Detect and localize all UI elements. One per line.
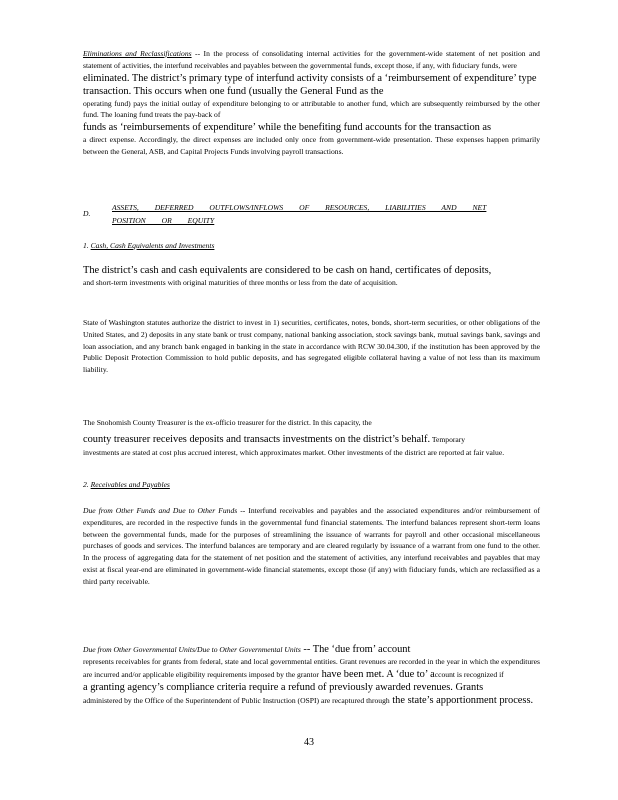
subsection-title: Cash, Cash Equivalents and Investments [90, 241, 215, 250]
cash-paragraph [83, 264, 540, 289]
eliminations-text-5: a direct expense. Accordingly, the direct expenses are included only once from government-wide presentation. These expenses happen primarily between the General, ASB, and Capital Projects Funds involving payroll transactions. [83, 135, 540, 156]
page-number: 43 [304, 737, 314, 748]
county-text-1: The Snohomish County Treasurer is the ex-officio treasurer for the district. In this capacity, the [83, 418, 372, 427]
due-from-govt-text-3: administered by the Office of the Superintendent of Public Instruction (OSPI) are recaptured through [83, 696, 390, 706]
due-from-funds-text: -- Interfund receivables and payables and the associated expenditures and/or reimbursement of expenditures, are recorded in the respective funds in the governmental fund financial statements. The interfund balances represent short-term loans between the governmental funds, made for the purposes of streamlining the issuance of warrants for payroll and other occasional miscellaneous purchases of goods and services. The interfund balances are temporary and are cleared regularly by issuance of a warrant from one fund to the other. In the process of aggregating data for the statement of net position and the statement of activities, any interfund receivables and payables that may exist at fiscal year-end are eliminated in government-wide financial statements, except those (if any) with fiduciary funds, which are reclassified as a third party receivable. [83, 506, 540, 586]
section-letter: D. [83, 209, 91, 218]
eliminations-text-4: funds as ‘reimbursements of expenditure’ while the benefiting fund accounts for the transaction as [83, 122, 492, 134]
county-treasurer-paragraph [83, 417, 540, 459]
cash-text-big: The district’s cash and cash equivalents are considered to be cash on hand, certificates of deposits, [83, 265, 492, 276]
due-from-funds-paragraph [83, 505, 540, 588]
eliminations-heading: Eliminations and Reclassifications [83, 49, 192, 58]
due-from-funds-heading: Due from Other Funds and Due to Other Funds [83, 506, 238, 515]
state-statutes-paragraph: State of Washington statutes authorize the district to invest in 1) securities, certificates, notes, bonds, short-term securities, or other obligations of the United States, and 2) deposits in any state bank or trust company, national banking association, stock savings bank, mutual savings bank, savings and loan association, and any branch bank engaged in banking in the state in accordance with RCW 30.04.300, if the institution has been approved by the Public Deposit Protection Commission to hold public deposits, and has segregated eligible collateral having a value of not less than its maximum liability. [83, 318, 540, 375]
subsection-title: Receivables and Payables [90, 480, 170, 489]
due-from-govt-paragraph [83, 643, 540, 708]
due-from-govt-heading: Due from Other Governmental Units/Due to Other Governmental Units [83, 645, 301, 654]
due-from-govt-text-1b: have been met. A ‘due to’ a [318, 669, 435, 680]
due-from-govt-text-1: represents receivables for grants from federal, state and local governmental entities. Grant revenues are recorded in the year in which the expenditures are incurred and/or applicable eligibility requirements imposed by the grantor [83, 657, 540, 679]
eliminations-text-3: operating fund) pays the initial outlay of expenditure belonging to or attributable to another fund, which are subsequently reimbursed by the other fund. The loaning fund treats the pay-back of [83, 98, 540, 120]
eliminations-text-2: eliminated. The district’s primary type of interfund activity consists of a ‘reimbursement of expenditure’ type transaction. This occurs when one fund (usually the General Fund as the [83, 72, 537, 97]
due-from-govt-text-2: a granting agency’s compliance criteria require a refund of previously awarded revenues. Grants [83, 682, 484, 694]
due-from-govt-lead-rest: -- The ‘due from’ account [300, 644, 411, 655]
due-from-govt-text-3b: the state’s apportionment process. [389, 695, 534, 707]
subsection-number: 2. [83, 480, 89, 489]
county-text-3: investments are stated at cost plus accrued interest, which approximates market. Other investments of the district are reported at fair value. [83, 447, 505, 457]
cash-text-small: and short-term investments with original maturities of three months or less from the date of acquisition. [83, 278, 398, 288]
section-title: ASSETS, DEFERRED OUTFLOWS/INFLOWS OF RESOURCES, LIABILITIES AND NET POSITION OR EQUITY [112, 203, 487, 225]
subsection-cash-heading [83, 241, 540, 250]
eliminations-paragraph [83, 48, 540, 158]
subsection-number: 1. [83, 241, 89, 250]
eliminations-text-1: -- In the process of consolidating internal activities for the government-wide statement of net position and statement of activities, the interfund receivables and payables between the governmental funds, except those, if any, with fiduciary funds, were [83, 49, 540, 70]
county-text-2b: Temporary [430, 434, 466, 444]
subsection-receivables-heading [83, 480, 540, 489]
county-text-2: county treasurer receives deposits and transacts investments on the district’s behalf. [83, 433, 431, 445]
due-from-govt-text-1c: ccount is recognized if [434, 670, 504, 679]
